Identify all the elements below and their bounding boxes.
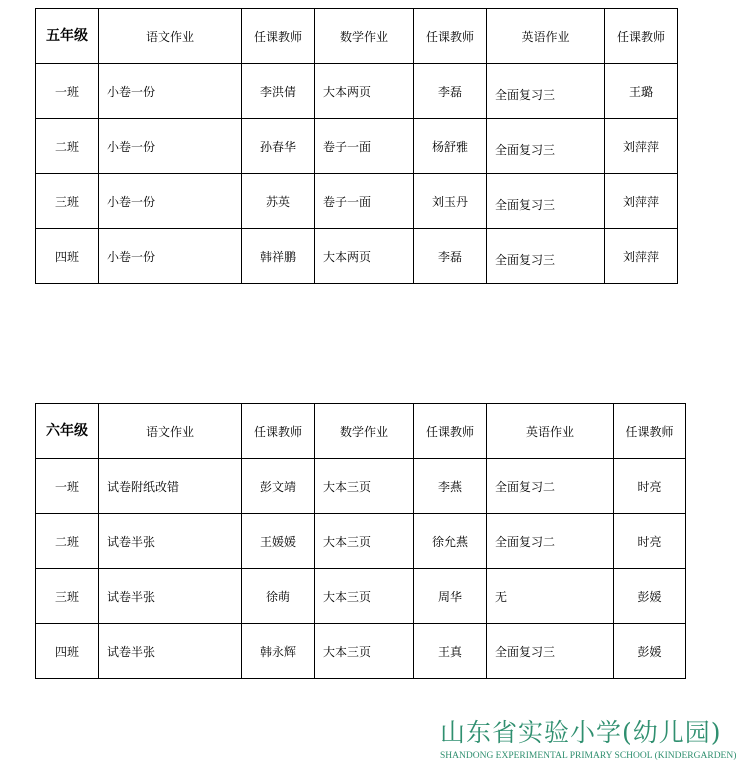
english-teacher-cell: 彭媛 — [614, 624, 686, 679]
english-teacher-cell: 刘萍萍 — [605, 174, 678, 229]
class-cell: 二班 — [36, 514, 99, 569]
math-homework-cell: 卷子一面 — [315, 119, 414, 174]
grade-label: 五年级 — [36, 9, 99, 64]
table-row — [36, 514, 686, 569]
header-chinese-homework: 语文作业 — [99, 404, 242, 459]
english-homework-cell: 无 — [487, 569, 614, 624]
chinese-homework-cell: 小卷一份 — [99, 174, 242, 229]
chinese-homework-cell: 试卷半张 — [99, 569, 242, 624]
table-row — [36, 624, 686, 679]
chinese-teacher-cell: 彭文靖 — [242, 459, 315, 514]
table-row — [36, 174, 678, 229]
class-cell: 一班 — [36, 64, 99, 119]
table-row — [36, 64, 678, 119]
chinese-homework-cell: 试卷半张 — [99, 514, 242, 569]
grade5-homework-table — [35, 8, 678, 284]
english-teacher-cell: 时亮 — [614, 514, 686, 569]
math-homework-cell: 卷子一面 — [315, 174, 414, 229]
english-teacher-cell: 彭媛 — [614, 569, 686, 624]
math-homework-cell: 大本三页 — [315, 624, 414, 679]
chinese-homework-cell: 试卷半张 — [99, 624, 242, 679]
chinese-teacher-cell: 李洪倩 — [242, 64, 315, 119]
table-header-row — [36, 9, 678, 64]
header-math-teacher: 任课教师 — [414, 9, 487, 64]
header-english-homework: 英语作业 — [487, 404, 614, 459]
table-row — [36, 119, 678, 174]
header-english-homework: 英语作业 — [487, 9, 605, 64]
chinese-teacher-cell: 王媛媛 — [242, 514, 315, 569]
school-logo — [440, 716, 736, 762]
english-teacher-cell: 刘萍萍 — [605, 229, 678, 284]
school-name-english: SHANDONG EXPERIMENTAL PRIMARY SCHOOL (KINDERGARDEN) — [440, 751, 737, 761]
class-cell: 四班 — [36, 229, 99, 284]
english-homework-cell: 全面复习三 — [487, 64, 605, 119]
math-teacher-cell: 杨舒雅 — [414, 119, 487, 174]
header-chinese-homework: 语文作业 — [99, 9, 242, 64]
chinese-homework-cell: 小卷一份 — [99, 229, 242, 284]
english-homework-cell: 全面复习二 — [487, 459, 614, 514]
math-homework-cell: 大本两页 — [315, 229, 414, 284]
header-chinese-teacher: 任课教师 — [242, 404, 315, 459]
chinese-teacher-cell: 孙春华 — [242, 119, 315, 174]
math-teacher-cell: 周华 — [414, 569, 487, 624]
english-teacher-cell: 刘萍萍 — [605, 119, 678, 174]
grade-label: 六年级 — [36, 404, 99, 459]
math-homework-cell: 大本三页 — [315, 514, 414, 569]
grade6-homework-table — [35, 403, 686, 679]
header-chinese-teacher: 任课教师 — [242, 9, 315, 64]
chinese-teacher-cell: 韩祥鹏 — [242, 229, 315, 284]
table-row — [36, 569, 686, 624]
math-homework-cell: 大本两页 — [315, 64, 414, 119]
class-cell: 四班 — [36, 624, 99, 679]
english-homework-cell: 全面复习三 — [487, 624, 614, 679]
math-teacher-cell: 李燕 — [414, 459, 487, 514]
english-homework-cell: 全面复习三 — [487, 174, 605, 229]
table-row — [36, 459, 686, 514]
english-homework-cell: 全面复习三 — [487, 119, 605, 174]
chinese-teacher-cell: 韩永辉 — [242, 624, 315, 679]
chinese-homework-cell: 小卷一份 — [99, 64, 242, 119]
header-math-teacher: 任课教师 — [414, 404, 487, 459]
class-cell: 三班 — [36, 569, 99, 624]
header-math-homework: 数学作业 — [315, 404, 414, 459]
english-homework-cell: 全面复习三 — [487, 229, 605, 284]
chinese-teacher-cell: 苏英 — [242, 174, 315, 229]
header-english-teacher: 任课教师 — [605, 9, 678, 64]
math-teacher-cell: 徐允燕 — [414, 514, 487, 569]
math-homework-cell: 大本三页 — [315, 459, 414, 514]
math-teacher-cell: 李磊 — [414, 229, 487, 284]
header-math-homework: 数学作业 — [315, 9, 414, 64]
table-row — [36, 229, 678, 284]
english-homework-cell: 全面复习二 — [487, 514, 614, 569]
math-teacher-cell: 李磊 — [414, 64, 487, 119]
class-cell: 二班 — [36, 119, 99, 174]
english-teacher-cell: 时亮 — [614, 459, 686, 514]
math-homework-cell: 大本三页 — [315, 569, 414, 624]
math-teacher-cell: 刘玉丹 — [414, 174, 487, 229]
math-teacher-cell: 王真 — [414, 624, 487, 679]
chinese-homework-cell: 小卷一份 — [99, 119, 242, 174]
chinese-homework-cell: 试卷附纸改错 — [99, 459, 242, 514]
class-cell: 一班 — [36, 459, 99, 514]
header-english-teacher: 任课教师 — [614, 404, 686, 459]
school-name-chinese: 山东省实验小学(幼儿园) — [440, 718, 722, 747]
chinese-teacher-cell: 徐萌 — [242, 569, 315, 624]
table-header-row — [36, 404, 686, 459]
class-cell: 三班 — [36, 174, 99, 229]
english-teacher-cell: 王璐 — [605, 64, 678, 119]
